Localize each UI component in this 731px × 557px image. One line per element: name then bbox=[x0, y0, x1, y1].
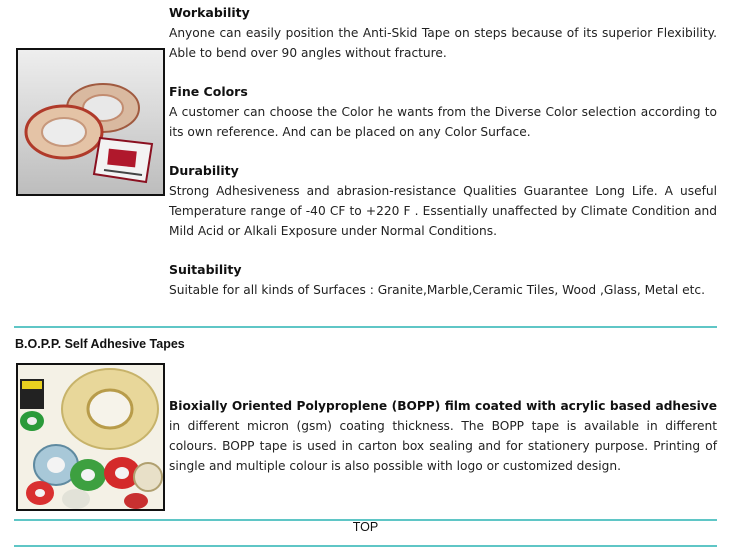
feature-durability bbox=[169, 161, 717, 241]
feature-fine-colors bbox=[169, 82, 717, 142]
feature-text: Anyone can easily position the Anti-Skid Tape on steps because of its superior Flexibility. Able to bend over 90 angles without fracture. bbox=[169, 26, 717, 60]
bopp-description bbox=[169, 396, 717, 476]
feature-workability bbox=[169, 3, 717, 63]
bopp-tape-image bbox=[16, 363, 165, 511]
feature-text: Strong Adhesiveness and abrasion-resistance Qualities Guarantee Long Life. A useful Temperature range of -40 CF to +220 F . Essentially unaffected by Climate Condition and Mild Acid or Alkali Exposure under Normal Conditions. bbox=[169, 184, 717, 238]
feature-title: Suitability bbox=[169, 262, 242, 277]
feature-text: A customer can choose the Color he wants from the Diverse Color selection according to its own reference. And can be placed on any Color Surface. bbox=[169, 105, 717, 139]
bopp-description-text: in different micron (gsm) coating thickness. The BOPP tape is available in different colours. BOPP tape is used in carton box sealing and for stationery purpose. Printing of single and multiple colour is also possible with logo or customized design. bbox=[169, 419, 717, 473]
features-list bbox=[169, 3, 717, 319]
divider bbox=[14, 545, 717, 547]
feature-title: Workability bbox=[169, 5, 250, 20]
section-title: B.O.P.P. Self Adhesive Tapes bbox=[15, 337, 185, 351]
divider bbox=[14, 326, 717, 328]
feature-title: Fine Colors bbox=[169, 84, 248, 99]
anti-skid-tape-image bbox=[16, 48, 165, 196]
bopp-description-bold: Bioxially Oriented Polyproplene (BOPP) film coated with acrylic based adhesive bbox=[169, 399, 717, 413]
top-link[interactable]: TOP bbox=[352, 520, 379, 534]
feature-suitability bbox=[169, 260, 717, 300]
feature-text: Suitable for all kinds of Surfaces : Granite,Marble,Ceramic Tiles, Wood ,Glass, Metal etc. bbox=[169, 283, 705, 297]
feature-title: Durability bbox=[169, 163, 239, 178]
